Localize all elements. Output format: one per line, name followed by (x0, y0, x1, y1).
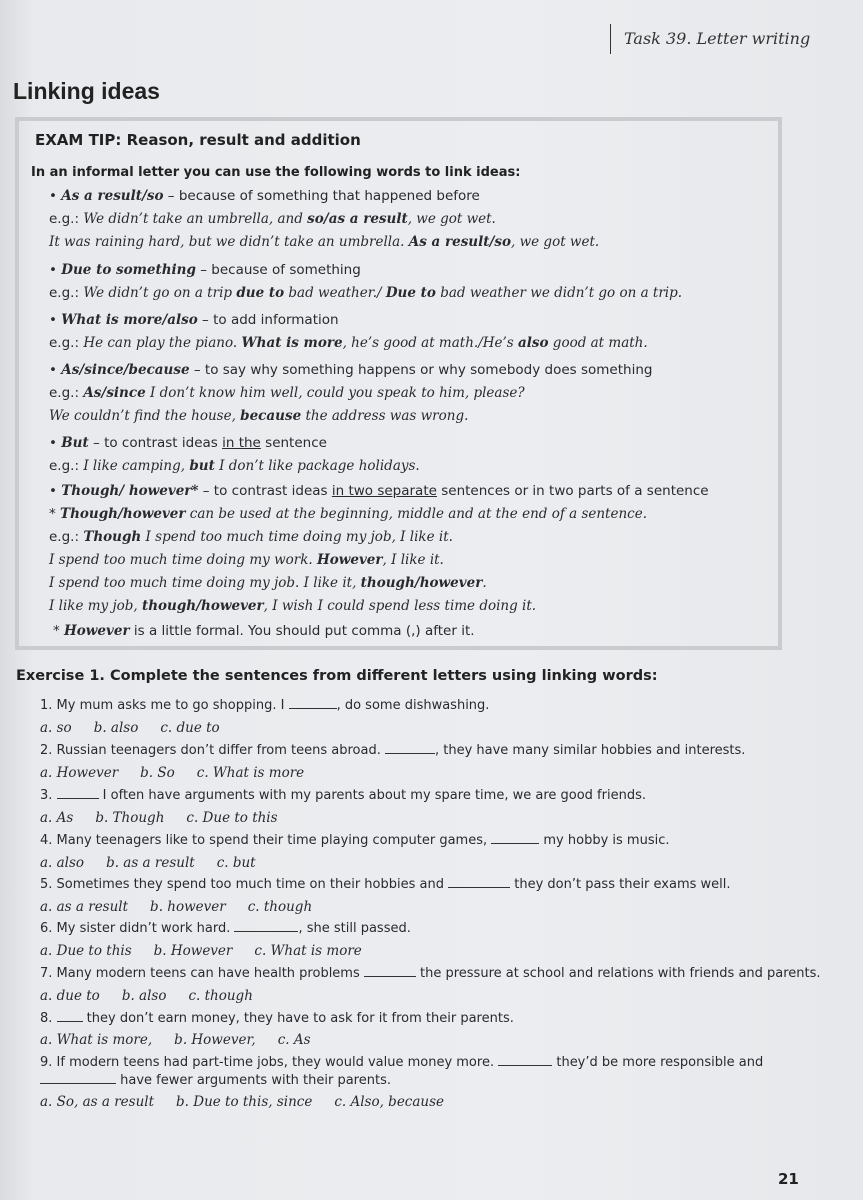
bullet-due-to: • Due to something – because of something (49, 262, 361, 278)
exam-tip-intro: In an informal letter you can use the following words to link ideas: (31, 165, 521, 180)
option-b[interactable]: b. So (140, 765, 175, 781)
option-c[interactable]: c. What is more (196, 765, 305, 781)
option-c[interactable]: c. though (188, 988, 253, 1004)
option-a[interactable]: a. However (40, 765, 119, 781)
answer-blank[interactable] (289, 697, 337, 709)
running-header: Task 39. Letter writing (624, 29, 811, 48)
example-line: e.g.: I like camping, but I don’t like package holidays. (49, 458, 420, 474)
option-a[interactable]: a. so (40, 720, 72, 736)
page-number: 21 (778, 1170, 799, 1188)
answer-blank[interactable] (498, 1054, 552, 1066)
option-a[interactable]: a. So, as a result (40, 1094, 155, 1110)
section-title: Linking ideas (13, 78, 160, 104)
example-line: e.g.: We didn’t go on a trip due to bad weather./ Due to bad weather we didn’t go on a trip. (49, 285, 683, 301)
option-a[interactable]: a. What is more, (40, 1032, 153, 1048)
option-b[interactable]: b. also (121, 988, 167, 1004)
header-divider (610, 24, 611, 54)
example-line: e.g.: We didn’t take an umbrella, and so/as a result, we got wet. (49, 211, 496, 227)
answer-blank[interactable] (448, 876, 510, 888)
option-a[interactable]: a. as a result (40, 899, 129, 915)
answer-blank[interactable] (385, 742, 435, 754)
answer-blank[interactable] (491, 832, 539, 844)
option-b[interactable]: b. However (153, 943, 233, 959)
option-b[interactable]: b. also (93, 720, 139, 736)
option-b[interactable]: b. Though (95, 810, 165, 826)
option-c[interactable]: c. though (247, 899, 313, 915)
options-8 (40, 1032, 333, 1048)
answer-blank[interactable] (364, 965, 416, 977)
answer-blank[interactable] (40, 1072, 116, 1084)
option-a[interactable]: a. also (40, 855, 85, 871)
answer-blank[interactable] (57, 1010, 83, 1022)
answer-blank[interactable] (57, 787, 99, 799)
question-5: 5. Sometimes they spend too much time on their hobbies and they don’t pass their exams well. (40, 877, 731, 892)
question-4: 4. Many teenagers like to spend their time playing computer games, my hobby is music. (40, 833, 670, 848)
answer-blank[interactable] (234, 920, 298, 932)
bullet-what-is-more: • What is more/also – to add information (49, 312, 339, 328)
option-b[interactable]: b. as a result (106, 855, 195, 871)
options-3 (40, 810, 300, 826)
option-c[interactable]: c. Also, because (334, 1094, 445, 1110)
bullet-as-a-result: • As a result/so – because of something that happened before (49, 188, 480, 204)
option-c[interactable]: c. What is more (254, 943, 362, 959)
example-line: I like my job, though/however, I wish I could spend less time doing it. (49, 598, 537, 614)
bullet-though-however: • Though/ however* – to contrast ideas in two separate sentences or in two parts of a sentence (49, 483, 709, 499)
question-8: 8. they don’t earn money, they have to ask for it from their parents. (40, 1011, 514, 1026)
option-b[interactable]: b. Due to this, since (176, 1094, 313, 1110)
question-1: 1. My mum asks me to go shopping. I , do some dishwashing. (40, 698, 490, 713)
bullet-but: • But – to contrast ideas in the sentence (49, 435, 327, 451)
exam-tip-box (15, 117, 782, 650)
example-line: We couldn’t find the house, because the address was wrong. (49, 408, 469, 424)
question-9: 9. If modern teens had part-time jobs, they would value money more. they’d be more responsible and (40, 1055, 764, 1070)
note-line: * Though/however can be used at the beginning, middle and at the end of a sentence. (49, 506, 648, 522)
option-b[interactable]: b. however (150, 899, 226, 915)
example-line: It was raining hard, but we didn’t take an umbrella. As a result/so, we got wet. (49, 234, 600, 250)
example-line: e.g.: Though I spend too much time doing my job, I like it. (49, 529, 453, 545)
question-3: 3. I often have arguments with my parents about my spare time, we are good friends. (40, 788, 646, 803)
options-4 (40, 855, 278, 871)
option-a[interactable]: a. due to (40, 988, 100, 1004)
option-a[interactable]: a. Due to this (40, 943, 132, 959)
options-2 (40, 765, 326, 781)
options-5 (40, 899, 334, 915)
example-line: e.g.: He can play the piano. What is more, he’s good at math./He’s also good at math. (49, 335, 648, 351)
option-c[interactable]: c. but (216, 855, 256, 871)
exam-tip-title: EXAM TIP: Reason, result and addition (35, 131, 361, 149)
options-7 (40, 988, 275, 1004)
options-9 (40, 1094, 466, 1110)
footnote-however: * However is a little formal. You should put comma (,) after it. (53, 623, 475, 639)
question-7: 7. Many modern teens can have health problems the pressure at school and relations with friends and parents. (40, 966, 821, 981)
option-c[interactable]: c. due to (160, 720, 220, 736)
example-line: e.g.: As/since I don’t know him well, could you speak to him, please? (49, 385, 525, 401)
question-6: 6. My sister didn’t work hard. , she still passed. (40, 921, 411, 936)
options-1 (40, 720, 242, 736)
question-9-continued: have fewer arguments with their parents. (40, 1072, 391, 1088)
question-2: 2. Russian teenagers don’t differ from teens abroad. , they have many similar hobbies and interests. (40, 743, 746, 758)
exercise-title: Exercise 1. Complete the sentences from different letters using linking words: (16, 668, 658, 684)
options-6 (40, 943, 384, 959)
option-b[interactable]: b. However, (174, 1032, 256, 1048)
option-a[interactable]: a. As (40, 810, 74, 826)
option-c[interactable]: c. As (277, 1032, 311, 1048)
example-line: I spend too much time doing my work. However, I like it. (49, 552, 444, 568)
example-line: I spend too much time doing my job. I like it, though/however. (49, 575, 487, 591)
bullet-as-since-because: • As/since/because – to say why something happens or why somebody does something (49, 362, 653, 378)
option-c[interactable]: c. Due to this (186, 810, 278, 826)
